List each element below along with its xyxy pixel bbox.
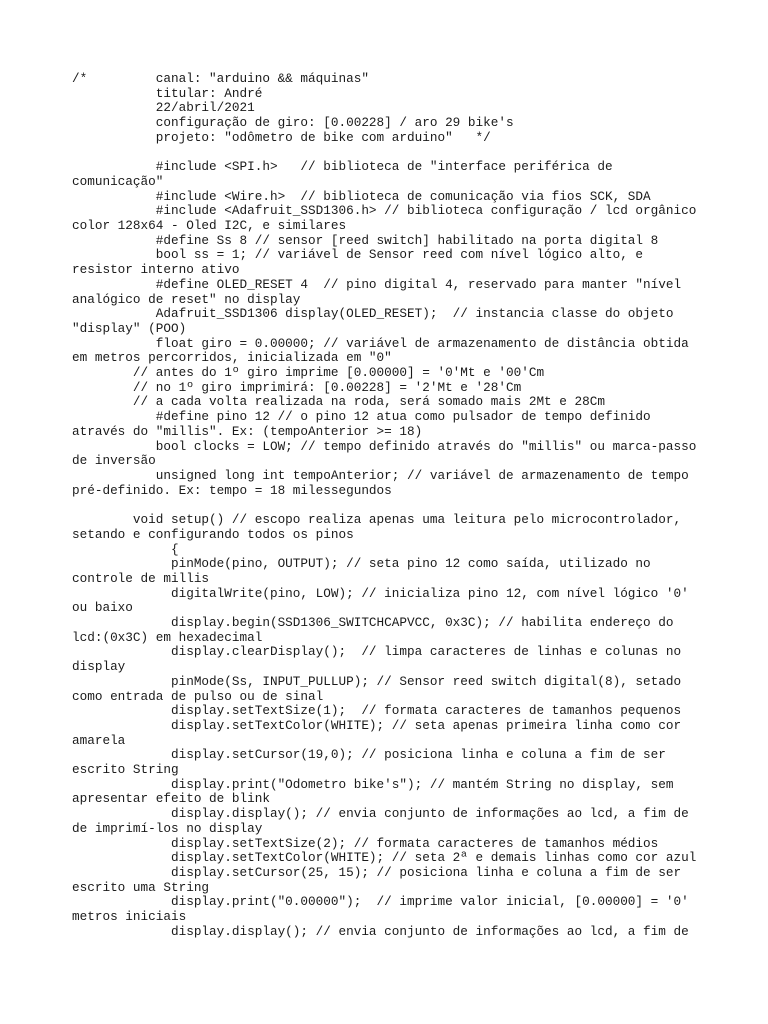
code-line: comunicação"	[72, 173, 164, 189]
code-line: display.setCursor(25, 15); // posiciona linha e coluna a fim de ser	[72, 864, 682, 880]
code-line: // no 1º giro imprimirá: [0.00228] = '2'Mt e '28'Cm	[72, 379, 522, 395]
code-line: "display" (POO)	[72, 320, 187, 336]
code-line: display	[72, 659, 126, 675]
code-line: de inversão	[72, 453, 156, 469]
code-line: display.clearDisplay(); // limpa caracteres de linhas e colunas no	[72, 644, 682, 660]
code-line: apresentar efeito de blink	[72, 791, 270, 807]
code-line: #define OLED_RESET 4 // pino digital 4, reservado para manter "nível	[72, 276, 682, 292]
code-line: // antes do 1º giro imprime [0.00000] = '0'Mt e '00'Cm	[72, 365, 545, 381]
code-line: bool ss = 1; // variável de Sensor reed com nível lógico alto, e	[72, 247, 644, 263]
document-page	[72, 72, 702, 939]
code-line: display.setTextSize(2); // formata caracteres de tamanhos médios	[72, 835, 659, 851]
code-line: color 128x64 - Oled I2C, e similares	[72, 218, 347, 234]
code-line: projeto: "odômetro de bike com arduino" */	[72, 129, 491, 145]
code-line: 22/abril/2021	[72, 100, 255, 116]
code-line: display.display(); // envia conjunto de informações ao lcd, a fim de	[72, 806, 689, 822]
code-line: ou baixo	[72, 600, 133, 616]
code-line: em metros percorridos, inicializada em "0"	[72, 350, 392, 366]
code-line: metros iniciais	[72, 909, 187, 925]
code-line: amarela	[72, 732, 126, 748]
code-line: Adafruit_SSD1306 display(OLED_RESET); // instancia classe do objeto	[72, 306, 674, 322]
code-line: #include <SPI.h> // biblioteca de "interface periférica de	[72, 159, 613, 175]
code-listing	[72, 72, 702, 939]
code-line: {	[72, 541, 179, 557]
code-line: lcd:(0x3C) em hexadecimal	[72, 629, 263, 645]
code-line: como entrada de pulso ou de sinal	[72, 688, 324, 704]
code-line: setando e configurando todos os pinos	[72, 526, 354, 542]
code-line: float giro = 0.00000; // variável de armazenamento de distância obtida	[72, 335, 689, 351]
code-line: pré-definido. Ex: tempo = 18 milessegundos	[72, 482, 392, 498]
code-line: display.print("Odometro bike's"); // mantém String no display, sem	[72, 776, 674, 792]
code-line: display.display(); // envia conjunto de informações ao lcd, a fim de	[72, 923, 689, 939]
code-line: pinMode(pino, OUTPUT); // seta pino 12 como saída, utilizado no	[72, 556, 651, 572]
code-line: display.begin(SSD1306_SWITCHCAPVCC, 0x3C); // habilita endereço do	[72, 615, 674, 631]
code-line: // a cada volta realizada na roda, será somado mais 2Mt e 28Cm	[72, 394, 605, 410]
code-line: #include <Adafruit_SSD1306.h> // biblioteca configuração / lcd orgânico	[72, 203, 697, 219]
code-line: display.print("0.00000"); // imprime valor inicial, [0.00000] = '0'	[72, 894, 689, 910]
code-line: /* canal: "arduino && máquinas"	[72, 71, 369, 86]
code-line: controle de millis	[72, 570, 210, 586]
code-line: void setup() // escopo realiza apenas uma leitura pelo microcontrolador,	[72, 512, 682, 528]
code-line: display.setTextSize(1); // formata caracteres de tamanhos pequenos	[72, 703, 682, 719]
code-line: #define Ss 8 // sensor [reed switch] habilitado na porta digital 8	[72, 232, 659, 248]
code-line: digitalWrite(pino, LOW); // inicializa pino 12, com nível lógico '0'	[72, 585, 689, 601]
code-line: pinMode(Ss, INPUT_PULLUP); // Sensor reed switch digital(8), setado	[72, 673, 682, 689]
code-line: titular: André	[72, 85, 263, 101]
code-line: display.setTextColor(WHITE); // seta 2ª e demais linhas como cor azul	[72, 850, 697, 866]
code-line: analógico de reset" no display	[72, 291, 301, 307]
code-line: configuração de giro: [0.00228] / aro 29 bike's	[72, 115, 514, 131]
code-line: bool clocks = LOW; // tempo definido através do "millis" ou marca-passo	[72, 438, 697, 454]
code-line: escrito String	[72, 762, 179, 778]
code-line: #define pino 12 // o pino 12 atua como pulsador de tempo definido	[72, 409, 651, 425]
code-line: display.setCursor(19,0); // posiciona linha e coluna a fim de ser	[72, 747, 666, 763]
code-line: através do "millis". Ex: (tempoAnterior >= 18)	[72, 423, 423, 439]
code-line: #include <Wire.h> // biblioteca de comunicação via fios SCK, SDA	[72, 188, 651, 204]
code-line: resistor interno ativo	[72, 262, 240, 278]
code-line: de imprimí-los no display	[72, 820, 263, 836]
code-line: escrito uma String	[72, 879, 210, 895]
code-line: display.setTextColor(WHITE); // seta apenas primeira linha como cor	[72, 717, 682, 733]
code-line: unsigned long int tempoAnterior; // variável de armazenamento de tempo	[72, 467, 689, 483]
